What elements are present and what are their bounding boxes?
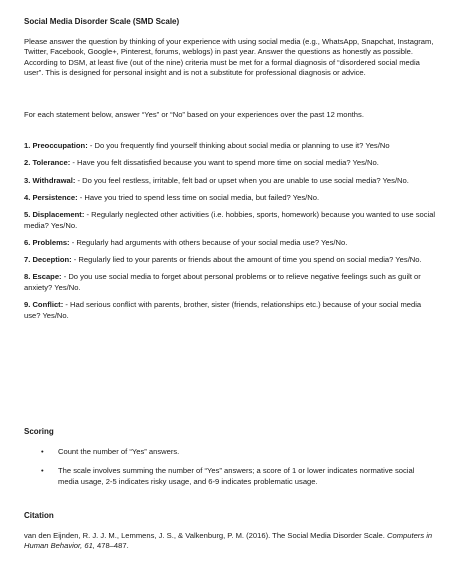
question-item: [24, 210, 439, 231]
scoring-heading: Scoring: [24, 427, 54, 436]
question-term: 2. Tolerance:: [24, 158, 71, 168]
question-term: 6. Problems:: [24, 237, 70, 247]
question-term: 5. Displacement:: [24, 210, 85, 220]
document-title: Social Media Disorder Scale (SMD Scale): [24, 17, 180, 26]
question-text: - Regularly had arguments with others because of your social media use? Yes/No.: [69, 237, 348, 247]
question-item: [24, 255, 439, 265]
citation-journal: Computers in Human Behavior, 61,: [24, 531, 433, 551]
question-list: [24, 141, 439, 328]
question-text: - Regularly lied to your parents or friends about the amount of time you spend on social media? Yes/No.: [71, 255, 422, 265]
intro-paragraph: Please answer the question by thinking of your experience with using social media (e.g., WhatsApp, Snapchat, Instagram, Twitter, Facebook, Google+, Pinterest, forums, weblogs) in past year. Answer the questions as honestly as possible. According to DSM, at least five (out of the nine) criteria must be met for a formal diagnosis of “disordered social media user”. This is designed for personal insight and is not a substitute for professional diagnosis or advice.: [24, 37, 434, 78]
question-item: [24, 158, 439, 168]
scoring-list: [40, 447, 430, 496]
citation-authors: van den Eijnden, R. J. J. M., Lemmens, J. S., & Valkenburg, P. M. (2016). The Social Media Disorder Scale.: [24, 531, 387, 540]
question-text: - Regularly neglected other activities (i.e. hobbies, sports, homework) because you wanted to use social media? Yes/No.: [24, 210, 436, 230]
question-term: 8. Escape:: [24, 272, 62, 282]
question-text: - Had serious conflict with parents, brother, sister (friends, relationships etc.) because of your social media use? Yes/No.: [24, 300, 422, 320]
scoring-bullet: • Count the number of “Yes” answers.: [40, 447, 430, 457]
question-item: [24, 176, 439, 186]
question-term: 3. Withdrawal:: [24, 175, 76, 185]
question-text: - Have you felt dissatisfied because you want to spend more time on social media? Yes/No.: [70, 158, 379, 168]
instructions-paragraph: For each statement below, answer “Yes” or “No” based on your experiences over the past 12 months.: [24, 110, 364, 119]
question-term: 4. Persistence:: [24, 192, 78, 202]
question-term: 7. Deception:: [24, 255, 72, 265]
question-text: - Have you tried to spend less time on social media, but failed? Yes/No.: [77, 192, 320, 202]
question-term: 1. Preoccupation:: [24, 141, 88, 150]
question-item: [24, 300, 439, 321]
question-text: - Do you use social media to forget about personal problems or to relieve negative feelings such as guilt or anxiety? Yes/No.: [24, 272, 421, 292]
citation-text: [24, 531, 439, 552]
citation-heading: Citation: [24, 511, 54, 520]
citation-pages: 478–487.: [94, 541, 129, 551]
question-item: [24, 272, 439, 293]
question-text: - Do you frequently find yourself thinking about social media or planning to use it? Yes/No: [87, 141, 390, 150]
question-item: [24, 141, 439, 151]
scoring-bullet: • The scale involves summing the number of “Yes” answers; a score of 1 or lower indicates normative social media usage, 2-5 indicates risky usage, and 6-9 indicates problematic usage.: [40, 466, 430, 487]
question-item: [24, 193, 439, 203]
question-term: 9. Conflict:: [24, 300, 64, 310]
question-text: - Do you feel restless, irritable, felt bad or upset when you are unable to use social media? Yes/No.: [75, 175, 409, 185]
question-item: [24, 238, 439, 248]
